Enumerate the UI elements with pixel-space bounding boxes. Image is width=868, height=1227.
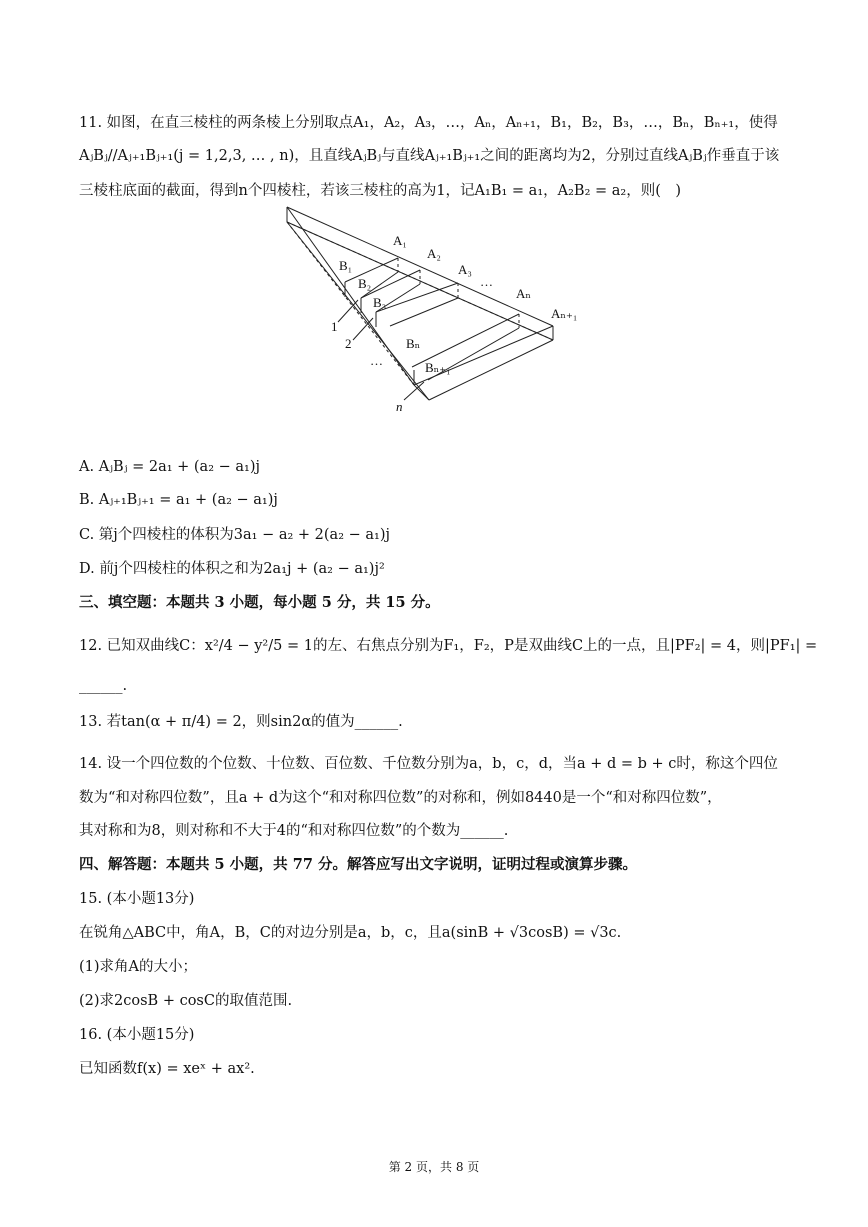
label-B2: B₂	[358, 276, 372, 291]
q12-line1: 12. 已知双曲线C：x²/4 − y²/5 = 1的左、右焦点分别为F₁，F₂，P是双曲线C上的一点，且|PF₂| = 4，则|PF₁| =	[79, 638, 818, 654]
label-A3: A₃	[458, 262, 472, 277]
label-2: 2	[345, 336, 352, 351]
label-An: Aₙ	[516, 286, 532, 301]
q14-line3: 其对称和为8，则对称和不大于4的“和对称四位数”的个数为______.	[79, 823, 509, 839]
label-n: n	[396, 399, 403, 414]
q15-part1: (1)求角A的大小；	[79, 959, 198, 975]
page-footer: 第 2 页，共 8 页	[388, 1160, 480, 1174]
q11-line3: 三棱柱底面的截面，得到n个四棱柱，若该三棱柱的高为1，记A₁B₁ = a₁，A₂B₂ = a₂，则( )	[79, 183, 682, 199]
q13-line: 13. 若tan(α + π/4) = 2，则sin2α的值为______.	[79, 714, 403, 730]
q14-line1: 14. 设一个四位数的个位数、十位数、百位数、千位数分别为a，b，c，d，当a + d = b + c时，称这个四位	[79, 756, 778, 772]
label-1: 1	[331, 319, 338, 334]
label-An1: Aₙ₊₁	[551, 306, 578, 321]
q14-line2: 数为“和对称四位数”，且a + d为这个“和对称四位数”的对称和，例如8440是一个“和对称四位数”，	[79, 790, 722, 806]
dots-left: …	[370, 353, 383, 368]
option-a: A. AⱼBⱼ = 2a₁ + (a₂ − a₁)j	[79, 459, 260, 475]
label-A1: A₁	[393, 233, 407, 248]
label-Bn1: Bₙ₊₁	[425, 360, 451, 375]
label-Bn: Bₙ	[406, 336, 421, 351]
dots-top: …	[480, 274, 493, 289]
section4-heading: 四、解答题：本题共 5 小题，共 77 分。解答应写出文字说明，证明过程或演算步骤。	[79, 856, 637, 873]
option-b: B. Aⱼ₊₁Bⱼ₊₁ = a₁ + (a₂ − a₁)j	[79, 492, 278, 508]
section3-heading: 三、填空题：本题共 3 小题，每小题 5 分，共 15 分。	[79, 594, 440, 611]
option-d: D. 前j个四棱柱的体积之和为2a₁j + (a₂ − a₁)j²	[79, 561, 385, 577]
q16-title: 16. (本小题15分)	[79, 1027, 195, 1043]
q12-line2: ______.	[79, 678, 128, 694]
q16-line1: 已知函数f(x) = xeˣ + ax².	[79, 1061, 255, 1077]
q11-line1: 11. 如图，在直三棱柱的两条棱上分别取点A₁，A₂，A₃，…，Aₙ，Aₙ₊₁，B₁，B₂，B₃，…，Bₙ，Bₙ₊₁，使得	[79, 115, 778, 131]
q11-line2: AⱼBⱼ//Aⱼ₊₁Bⱼ₊₁(j = 1,2,3, … , n)，且直线AⱼBⱼ与直线Aⱼ₊₁Bⱼ₊₁之间的距离均为2，分别过直线AⱼBⱼ作垂直于该	[79, 148, 780, 164]
q15-part2: (2)求2cosB + cosC的取值范围.	[79, 993, 293, 1009]
label-A2: A₂	[427, 246, 441, 261]
label-B3: B₃	[373, 295, 387, 310]
label-B1: B₁	[339, 258, 353, 273]
q15-line1: 在锐角△ABC中，角A，B，C的对边分别是a，b，c，且a(sinB + √3cosB) = √3c.	[79, 925, 622, 941]
option-c: C. 第j个四棱柱的体积为3a₁ − a₂ + 2(a₂ − a₁)j	[79, 527, 390, 543]
q15-title: 15. (本小题13分)	[79, 891, 195, 907]
